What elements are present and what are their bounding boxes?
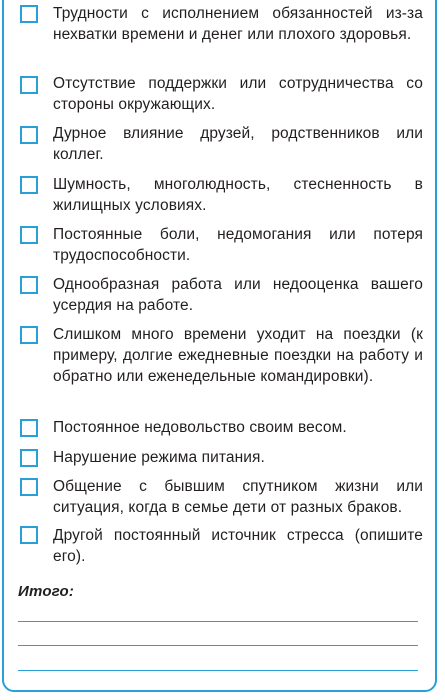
checkbox[interactable] — [20, 526, 38, 544]
checklist-item-text: Другой постоянный источник стресса (опишите его). — [53, 527, 423, 565]
checkbox[interactable] — [20, 478, 38, 496]
checklist-item-text: Общение с бывшим спутником жизни или ситуация, когда в семье дети от разных браков. — [53, 478, 423, 516]
answer-line[interactable] — [18, 645, 418, 646]
checklist-item-text: Трудности с исполнением обязанностей из-за нехватки времени и денег или плохого здоровья. — [53, 5, 423, 43]
checklist-item-text: Постоянное недовольство своим весом. — [53, 419, 347, 436]
checkbox[interactable] — [20, 126, 38, 144]
checkbox[interactable] — [20, 326, 38, 344]
checkbox[interactable] — [20, 5, 38, 23]
total-label: Итого: — [18, 583, 75, 600]
checkbox[interactable] — [20, 226, 38, 244]
checklist-item-text: Отсутствие поддержки или сотрудничества со стороны окружающих. — [53, 75, 423, 113]
checklist-item-text: Нарушение режима питания. — [53, 449, 265, 466]
checklist-item-text: Постоянные боли, недомогания или потеря трудоспособности. — [53, 226, 423, 264]
checkbox[interactable] — [20, 76, 38, 94]
answer-line[interactable] — [18, 621, 418, 622]
checklist-item-text: Дурное влияние друзей, родственников или коллег. — [53, 125, 423, 163]
checkbox[interactable] — [20, 276, 38, 294]
checkbox[interactable] — [20, 176, 38, 194]
answer-line[interactable] — [18, 670, 418, 671]
checklist-item-text: Однообразная работа или недооценка вашего усердия на работе. — [53, 276, 423, 314]
checklist-item-text: Слишком много времени уходит на поездки (к примеру, долгие ежедневные поездки на работу и обратно или еженедельные командировки). — [53, 326, 423, 385]
checkbox[interactable] — [20, 449, 38, 467]
checklist-item-text: Шумность, многолюдность, стесненность в жилищных условиях. — [53, 176, 423, 214]
checkbox[interactable] — [20, 419, 38, 437]
